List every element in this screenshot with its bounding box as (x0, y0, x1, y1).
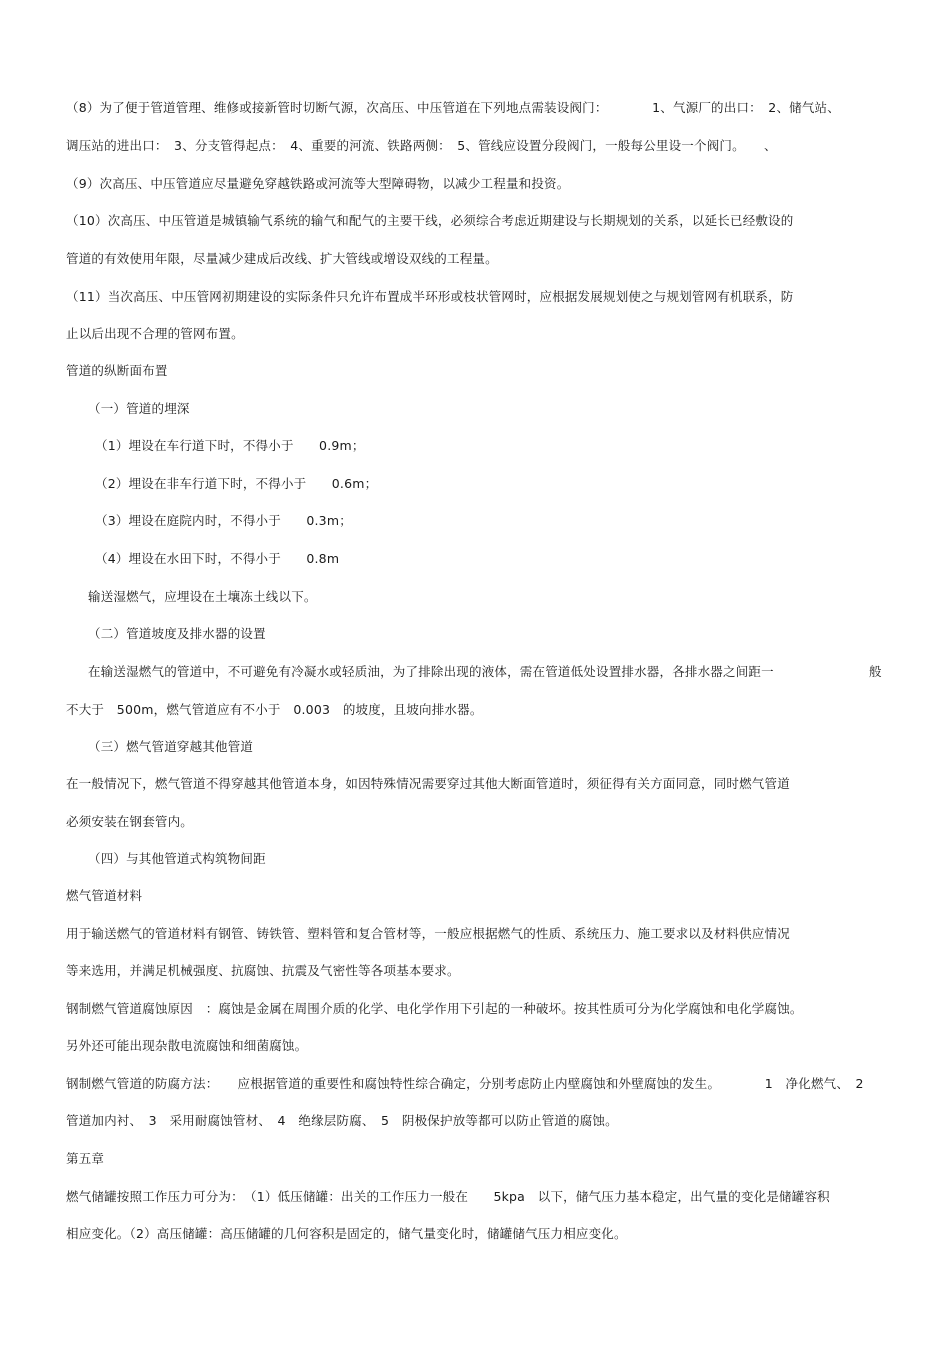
list-item: （3）埋设在庭院内时，不得小于 0.3m； (95, 513, 352, 528)
text-line: 钢制燃气管道腐蚀原因 ：腐蚀是金属在周围介质的化学、电化学作用下引起的一种破坏。按其性质可分为化学腐蚀和电化学腐蚀。 (66, 1001, 803, 1016)
section-heading: 燃气管道材料 (66, 888, 143, 903)
subsection-heading: （一）管道的埋深 (88, 401, 190, 416)
text-line: 管道的有效使用年限，尽量减少建成后改线、扩大管线或增设双线的工程量。 (66, 251, 498, 266)
subsection-heading: （二）管道坡度及排水器的设置 (88, 626, 266, 641)
subsection-heading: （四）与其他管道式构筑物间距 (88, 851, 266, 866)
text-line: 在一般情况下，燃气管道不得穿越其他管道本身，如因特殊情况需要穿过其他大断面管道时，须征得有关方面同意，同时燃气管道 (66, 776, 790, 791)
text-line: 另外还可能出现杂散电流腐蚀和细菌腐蚀。 (66, 1038, 308, 1053)
text-line: 输送湿燃气，应埋设在土壤冻土线以下。 (88, 589, 317, 604)
chapter-heading: 第五章 (66, 1151, 105, 1166)
text-line: （10）次高压、中压管道是城镇输气系统的输气和配气的主要干线，必须综合考虑近期建设与长期规划的关系，以延长已经敷设的 (66, 213, 794, 228)
section-heading: 管道的纵断面布置 (66, 363, 168, 378)
text-line: 管道加内衬、 3 采用耐腐蚀管材、 4 绝缘层防腐、 5 阴极保护放等都可以防止管道的腐蚀。 (66, 1113, 618, 1128)
text-line: （9）次高压、中压管道应尽量避免穿越铁路或河流等大型障碍物，以减少工程量和投资。 (66, 176, 570, 191)
text-line: 等来选用，并满足机械强度、抗腐蚀、抗震及气密性等各项基本要求。 (66, 963, 460, 978)
text-line-tail: 般 (869, 664, 882, 679)
text-line: 燃气储罐按照工作压力可分为： （1）低压储罐：出关的工作压力一般在 5kpa 以下，储气压力基本稳定，出气量的变化是储罐容积 (66, 1189, 830, 1204)
subsection-heading: （三）燃气管道穿越其他管道 (88, 739, 254, 754)
text-line: 用于输送燃气的管道材料有钢管、铸铁管、塑料管和复合管材等，一般应根据燃气的性质、系统压力、施工要求以及材料供应情况 (66, 926, 790, 941)
text-line: 调压站的进出口： 3、分支管得起点： 4、重要的河流、铁路两侧： 5、管线应设置分段阀门，一般每公里设一个阀门。 、 (66, 138, 777, 153)
text-line: 止以后出现不合理的管网布置。 (66, 326, 244, 341)
text-line: （8）为了便于管道管理、维修或接新管时切断气源，次高压、中压管道在下列地点需装设阀门： 1、气源厂的出口： 2、储气站、 (66, 100, 840, 115)
text-line: 相应变化。（2）高压储罐：高压储罐的几何容积是固定的，储气量变化时，储罐储气压力相应变化。 (66, 1226, 627, 1241)
list-item: （2）埋设在非车行道下时，不得小于 0.6m； (95, 476, 378, 491)
text-line: （11）当次高压、中压管网初期建设的实际条件只允许布置成半环形或枝状管网时，应根据发展规划使之与规划管网有机联系，防 (66, 289, 794, 304)
text-line: 不大于 500m，燃气管道应有不小于 0.003 的坡度，且坡向排水器。 (66, 702, 483, 717)
text-line: 在输送湿燃气的管道中，不可避免有冷凝水或轻质油，为了排除出现的液体，需在管道低处设置排水器，各排水器之间距一 (88, 664, 774, 679)
text-line: 钢制燃气管道的防腐方法： 应根据管道的重要性和腐蚀特性综合确定，分别考虑防止内壁腐蚀和外壁腐蚀的发生。 1 净化燃气、 2 (66, 1076, 864, 1091)
list-item: （1）埋设在车行道下时，不得小于 0.9m； (95, 438, 365, 453)
list-item: （4）埋设在水田下时，不得小于 0.8m (95, 551, 340, 566)
text-line: 必须安装在钢套管内。 (66, 814, 194, 829)
